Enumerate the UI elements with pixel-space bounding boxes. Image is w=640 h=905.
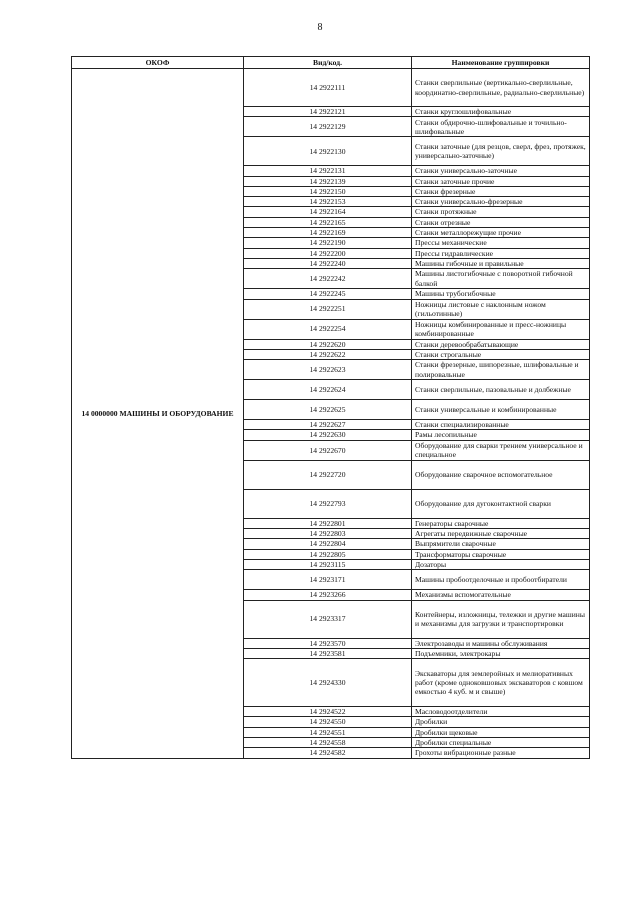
code-cell: 14 2922164 — [244, 207, 412, 217]
code-cell: 14 2922720 — [244, 460, 412, 489]
name-cell: Станки сверлильные, пазовальные и долбежные — [412, 380, 590, 400]
table-header-row — [72, 57, 590, 69]
name-cell: Трансформаторы сварочные — [412, 549, 590, 559]
code-cell: 14 2922254 — [244, 319, 412, 339]
name-cell: Контейнеры, изложницы, тележки и другие машины и механизмы для загрузки и транспортировки — [412, 600, 590, 638]
okof-table — [71, 56, 590, 759]
code-cell: 14 2922622 — [244, 349, 412, 359]
page-number: 8 — [317, 22, 323, 33]
code-cell: 14 2922803 — [244, 529, 412, 539]
name-cell: Прессы механические — [412, 238, 590, 248]
name-cell: Машины гибочные и правильные — [412, 258, 590, 268]
code-cell: 14 2922620 — [244, 339, 412, 349]
header-okof: ОКОФ — [72, 57, 244, 69]
code-cell: 14 2924558 — [244, 738, 412, 748]
code-cell: 14 2922242 — [244, 269, 412, 289]
header-name: Наименование группировки — [412, 57, 590, 69]
code-cell: 14 2924330 — [244, 659, 412, 707]
name-cell: Масловодоотделители — [412, 707, 590, 717]
name-cell: Ножницы листовые с наклонным ножом (гильотинные) — [412, 299, 590, 319]
code-cell: 14 2922165 — [244, 217, 412, 227]
name-cell: Дробилки — [412, 717, 590, 727]
name-cell: Электрозаводы и машины обслуживания — [412, 638, 590, 648]
code-cell: 14 2922245 — [244, 289, 412, 299]
name-cell: Станки круглошлифовальные — [412, 107, 590, 117]
code-cell: 14 2922190 — [244, 238, 412, 248]
name-cell: Оборудование сварочное вспомогательное — [412, 460, 590, 489]
name-cell: Машины листогибочные с поворотной гибочной балкой — [412, 269, 590, 289]
code-cell: 14 2922625 — [244, 400, 412, 420]
name-cell: Станки деревообрабатывающие — [412, 339, 590, 349]
code-cell: 14 2922169 — [244, 228, 412, 238]
code-cell: 14 2922801 — [244, 518, 412, 528]
code-cell: 14 2922793 — [244, 489, 412, 518]
name-cell: Дозаторы — [412, 559, 590, 569]
name-cell: Оборудование для сварки трением универсальное и специальное — [412, 440, 590, 460]
code-cell: 14 2923115 — [244, 559, 412, 569]
code-cell: 14 2922804 — [244, 539, 412, 549]
name-cell: Экскаваторы для землеройных и мелиоративных работ (кроме одноковшовых экскаваторов с ковшом емкостью 4 куб. м и свыше) — [412, 659, 590, 707]
table-row — [72, 69, 590, 107]
code-cell: 14 2923581 — [244, 648, 412, 658]
code-cell: 14 2922111 — [244, 69, 412, 107]
name-cell: Станки универсальные и комбинированные — [412, 400, 590, 420]
code-cell: 14 2922153 — [244, 197, 412, 207]
code-cell: 14 2923317 — [244, 600, 412, 638]
name-cell: Выпрямители сварочные — [412, 539, 590, 549]
code-cell: 14 2922623 — [244, 360, 412, 380]
code-cell: 14 2922805 — [244, 549, 412, 559]
name-cell: Ножницы комбинированные и пресс-ножницы комбинированные — [412, 319, 590, 339]
code-cell: 14 2922670 — [244, 440, 412, 460]
code-cell: 14 2922240 — [244, 258, 412, 268]
name-cell: Генераторы сварочные — [412, 518, 590, 528]
code-cell: 14 2923266 — [244, 590, 412, 600]
name-cell: Дробилки специальные — [412, 738, 590, 748]
name-cell: Станки металлорежущие прочие — [412, 228, 590, 238]
code-cell: 14 2922627 — [244, 420, 412, 430]
name-cell: Станки фрезерные, шипорезные, шлифовальные и полировальные — [412, 360, 590, 380]
name-cell: Машины пробоотделочные и пробоотбиратели — [412, 570, 590, 590]
name-cell: Грохоты вибрационные разные — [412, 748, 590, 758]
name-cell: Станки заточные прочие — [412, 176, 590, 186]
name-cell: Станки отрезные — [412, 217, 590, 227]
name-cell: Станки универсально-фрезерные — [412, 197, 590, 207]
code-cell: 14 2922630 — [244, 430, 412, 440]
name-cell: Станки протяжные — [412, 207, 590, 217]
header-code: Вид/код. — [244, 57, 412, 69]
code-cell: 14 2922139 — [244, 176, 412, 186]
okof-group-cell: 14 0000000 МАШИНЫ И ОБОРУДОВАНИЕ — [72, 69, 244, 759]
name-cell: Станки строгальные — [412, 349, 590, 359]
name-cell: Станки обдирочно-шлифовальные и точильно-шлифовальные — [412, 117, 590, 137]
name-cell: Машины трубогибочные — [412, 289, 590, 299]
name-cell: Рамы лесопильные — [412, 430, 590, 440]
code-cell: 14 2923570 — [244, 638, 412, 648]
code-cell: 14 2922121 — [244, 107, 412, 117]
name-cell: Прессы гидравлические — [412, 248, 590, 258]
code-cell: 14 2922150 — [244, 186, 412, 196]
code-cell: 14 2922129 — [244, 117, 412, 137]
name-cell: Оборудование для дугоконтактной сварки — [412, 489, 590, 518]
name-cell: Станки сверлильные (вертикально-сверлильные, координатно-сверлильные, радиально-сверлильные) — [412, 69, 590, 107]
code-cell: 14 2924550 — [244, 717, 412, 727]
name-cell: Станки заточные (для резцов, сверл, фрез, протяжек, универсально-заточные) — [412, 137, 590, 166]
code-cell: 14 2924551 — [244, 727, 412, 737]
code-cell: 14 2923171 — [244, 570, 412, 590]
name-cell: Станки специализированные — [412, 420, 590, 430]
name-cell: Механизмы вспомогательные — [412, 590, 590, 600]
code-cell: 14 2922624 — [244, 380, 412, 400]
code-cell: 14 2922200 — [244, 248, 412, 258]
name-cell: Дробилки щековые — [412, 727, 590, 737]
name-cell: Станки фрезерные — [412, 186, 590, 196]
name-cell: Агрегаты передвижные сварочные — [412, 529, 590, 539]
name-cell: Станки универсально-заточные — [412, 166, 590, 176]
code-cell: 14 2922130 — [244, 137, 412, 166]
code-cell: 14 2924522 — [244, 707, 412, 717]
code-cell: 14 2922251 — [244, 299, 412, 319]
code-cell: 14 2924582 — [244, 748, 412, 758]
code-cell: 14 2922131 — [244, 166, 412, 176]
name-cell: Подъемники, электрокары — [412, 648, 590, 658]
